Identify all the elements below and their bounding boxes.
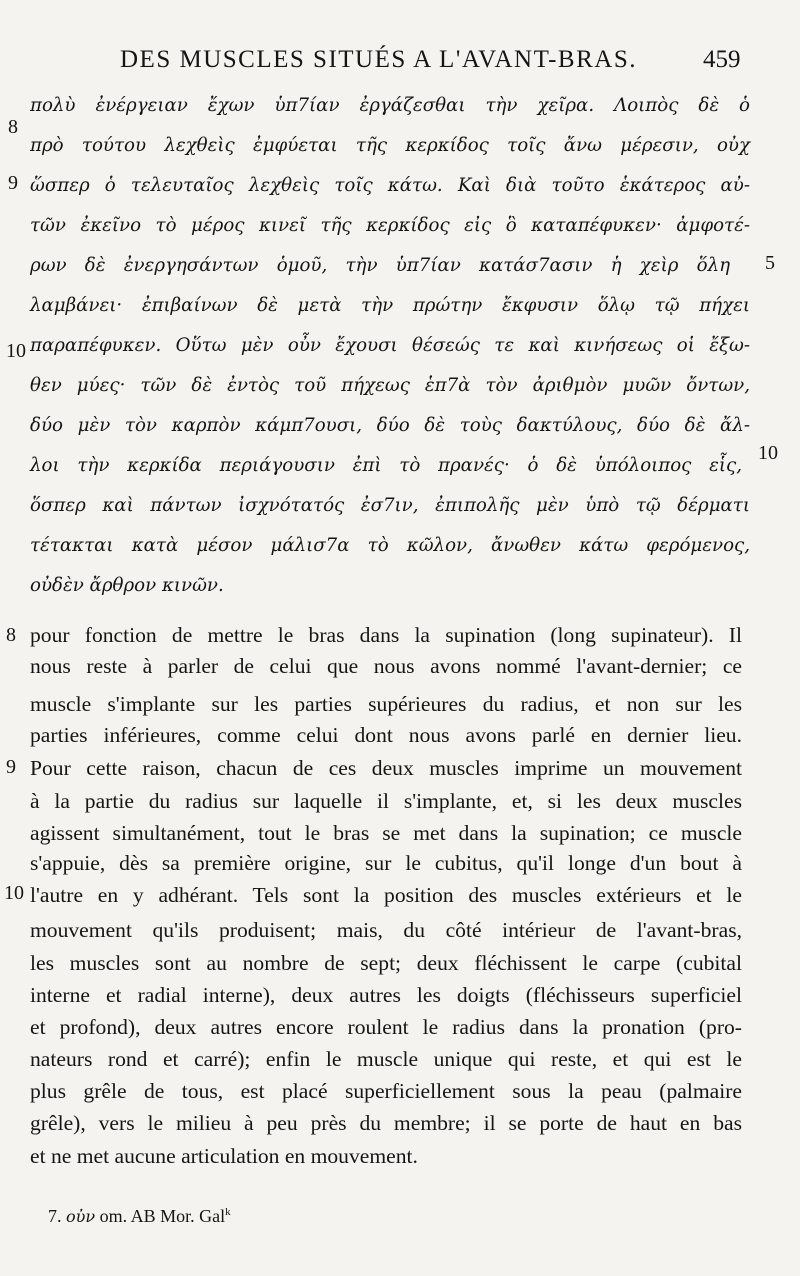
french-line: à la partie du radius sur laquelle il s'implante, et, si les deux muscles — [30, 789, 742, 813]
greek-margin-number: 5 — [765, 252, 775, 274]
footnote-text: om. AB Mor. Gal — [99, 1206, 226, 1226]
greek-line: ρων δὲ ἐνεργησάντων ὁμοῦ, τὴν ὑπ7ίαν κατάσ7ασιν ἡ χεὶρ ὅλη — [30, 255, 730, 276]
greek-line-number: 10 — [6, 340, 26, 362]
footnote-greek-word: οὐν — [66, 1207, 96, 1226]
french-line-number: 9 — [6, 756, 16, 778]
greek-line: πολὺ ἐνέργειαν ἔχων ὑπ7ίαν ἐργάζεσθαι τὴν χεῖρα. Λοιπὸς δὲ ὁ — [30, 95, 750, 116]
page-number: 459 — [703, 46, 741, 73]
french-line: interne et radial interne), deux autres les doigts (fléchisseurs superficiel — [30, 983, 742, 1007]
french-line: muscle s'implante sur les parties supérieures du radius, et non sur les — [30, 692, 742, 716]
footnote-superscript: k — [225, 1206, 231, 1218]
french-line: plus grêle de tous, est placé superficiellement sous la peau (palmaire — [30, 1079, 742, 1103]
greek-line: ὥσπερ ὁ τελευταῖος λεχθεὶς τοῖς κάτω. Καὶ διὰ τοῦτο ἑκάτερος αὐ- — [30, 175, 750, 196]
french-line: l'autre en y adhérant. Tels sont la position des muscles extérieurs et le — [30, 883, 742, 907]
greek-line: πρὸ τούτου λεχθεὶς ἐμφύεται τῆς κερκίδος τοῖς ἄνω μέρεσιν, οὐχ — [30, 135, 750, 156]
french-line: les muscles sont au nombre de sept; deux fléchissent le carpe (cubital — [30, 951, 742, 975]
greek-line-number: 9 — [8, 172, 18, 194]
greek-line-number: 8 — [8, 116, 18, 138]
french-line-number: 8 — [6, 624, 16, 646]
french-line: mouvement qu'ils produisent; mais, du côté intérieur de l'avant-bras, — [30, 918, 742, 942]
french-line: s'appuie, dès sa première origine, sur le cubitus, qu'il longe d'un bout à — [30, 851, 742, 875]
french-line-number: 10 — [4, 882, 24, 904]
greek-line: τέτακται κατὰ μέσον μάλισ7α τὸ κῶλον, ἄνωθεν κάτω φερόμενος, — [30, 535, 750, 556]
page-header — [0, 42, 800, 82]
french-line: agissent simultanément, tout le bras se met dans la supination; ce muscle — [30, 821, 742, 845]
french-line: et profond), deux autres encore roulent le radius dans la pronation (pro- — [30, 1015, 742, 1039]
greek-margin-number: 10 — [758, 442, 778, 464]
greek-line: παραπέφυκεν. Οὕτω μὲν οὖν ἔχουσι θέσεώς τε καὶ κινήσεως οἱ ἔξω- — [30, 335, 750, 356]
greek-line: οὐδὲν ἄρθρον κινῶν. — [30, 575, 224, 596]
greek-line: λοι τὴν κερκίδα περιάγουσιν ἐπὶ τὸ πρανές· ὁ δὲ ὑπόλοιπος εἷς, — [30, 455, 742, 476]
footnote-number: 7. — [48, 1206, 62, 1226]
greek-line: λαμβάνει· ἐπιβαίνων δὲ μετὰ τὴν πρώτην ἔκφυσιν ὅλῳ τῷ πήχει — [30, 295, 750, 316]
french-line: parties inférieures, comme celui dont nous avons parlé en dernier lieu. — [30, 723, 742, 747]
greek-line: ὅσπερ καὶ πάντων ἰσχνότατός ἐσ7ιν, ἐπιπολῆς μὲν ὑπὸ τῷ δέρματι — [30, 495, 750, 516]
french-line: nous reste à parler de celui que nous avons nommé l'avant-dernier; ce — [30, 654, 742, 678]
greek-line: δύο μὲν τὸν καρπὸν κάμπ7ουσι, δύο δὲ τοὺς δακτύλους, δύο δὲ ἄλ- — [30, 415, 750, 436]
running-head: DES MUSCLES SITUÉS A L'AVANT-BRAS. — [120, 46, 637, 73]
footnote — [48, 1206, 231, 1227]
greek-line: τῶν ἐκεῖνο τὸ μέρος κινεῖ τῆς κερκίδος εἰς ὃ καταπέφυκεν· ἀμφοτέ- — [30, 215, 750, 236]
french-line: et ne met aucune articulation en mouvement. — [30, 1144, 418, 1168]
french-line: nateurs rond et carré); enfin le muscle unique qui reste, et qui est le — [30, 1047, 742, 1071]
french-line: Pour cette raison, chacun de ces deux muscles imprime un mouvement — [30, 756, 742, 780]
french-line: grêle), vers le milieu à peu près du membre; il se porte de haut en bas — [30, 1111, 742, 1135]
french-line: pour fonction de mettre le bras dans la supination (long supinateur). Il — [30, 623, 742, 647]
greek-line: θεν μύες· τῶν δὲ ἐντὸς τοῦ πήχεως ἑπ7ὰ τὸν ἀριθμὸν μυῶν ὄντων, — [30, 375, 750, 396]
